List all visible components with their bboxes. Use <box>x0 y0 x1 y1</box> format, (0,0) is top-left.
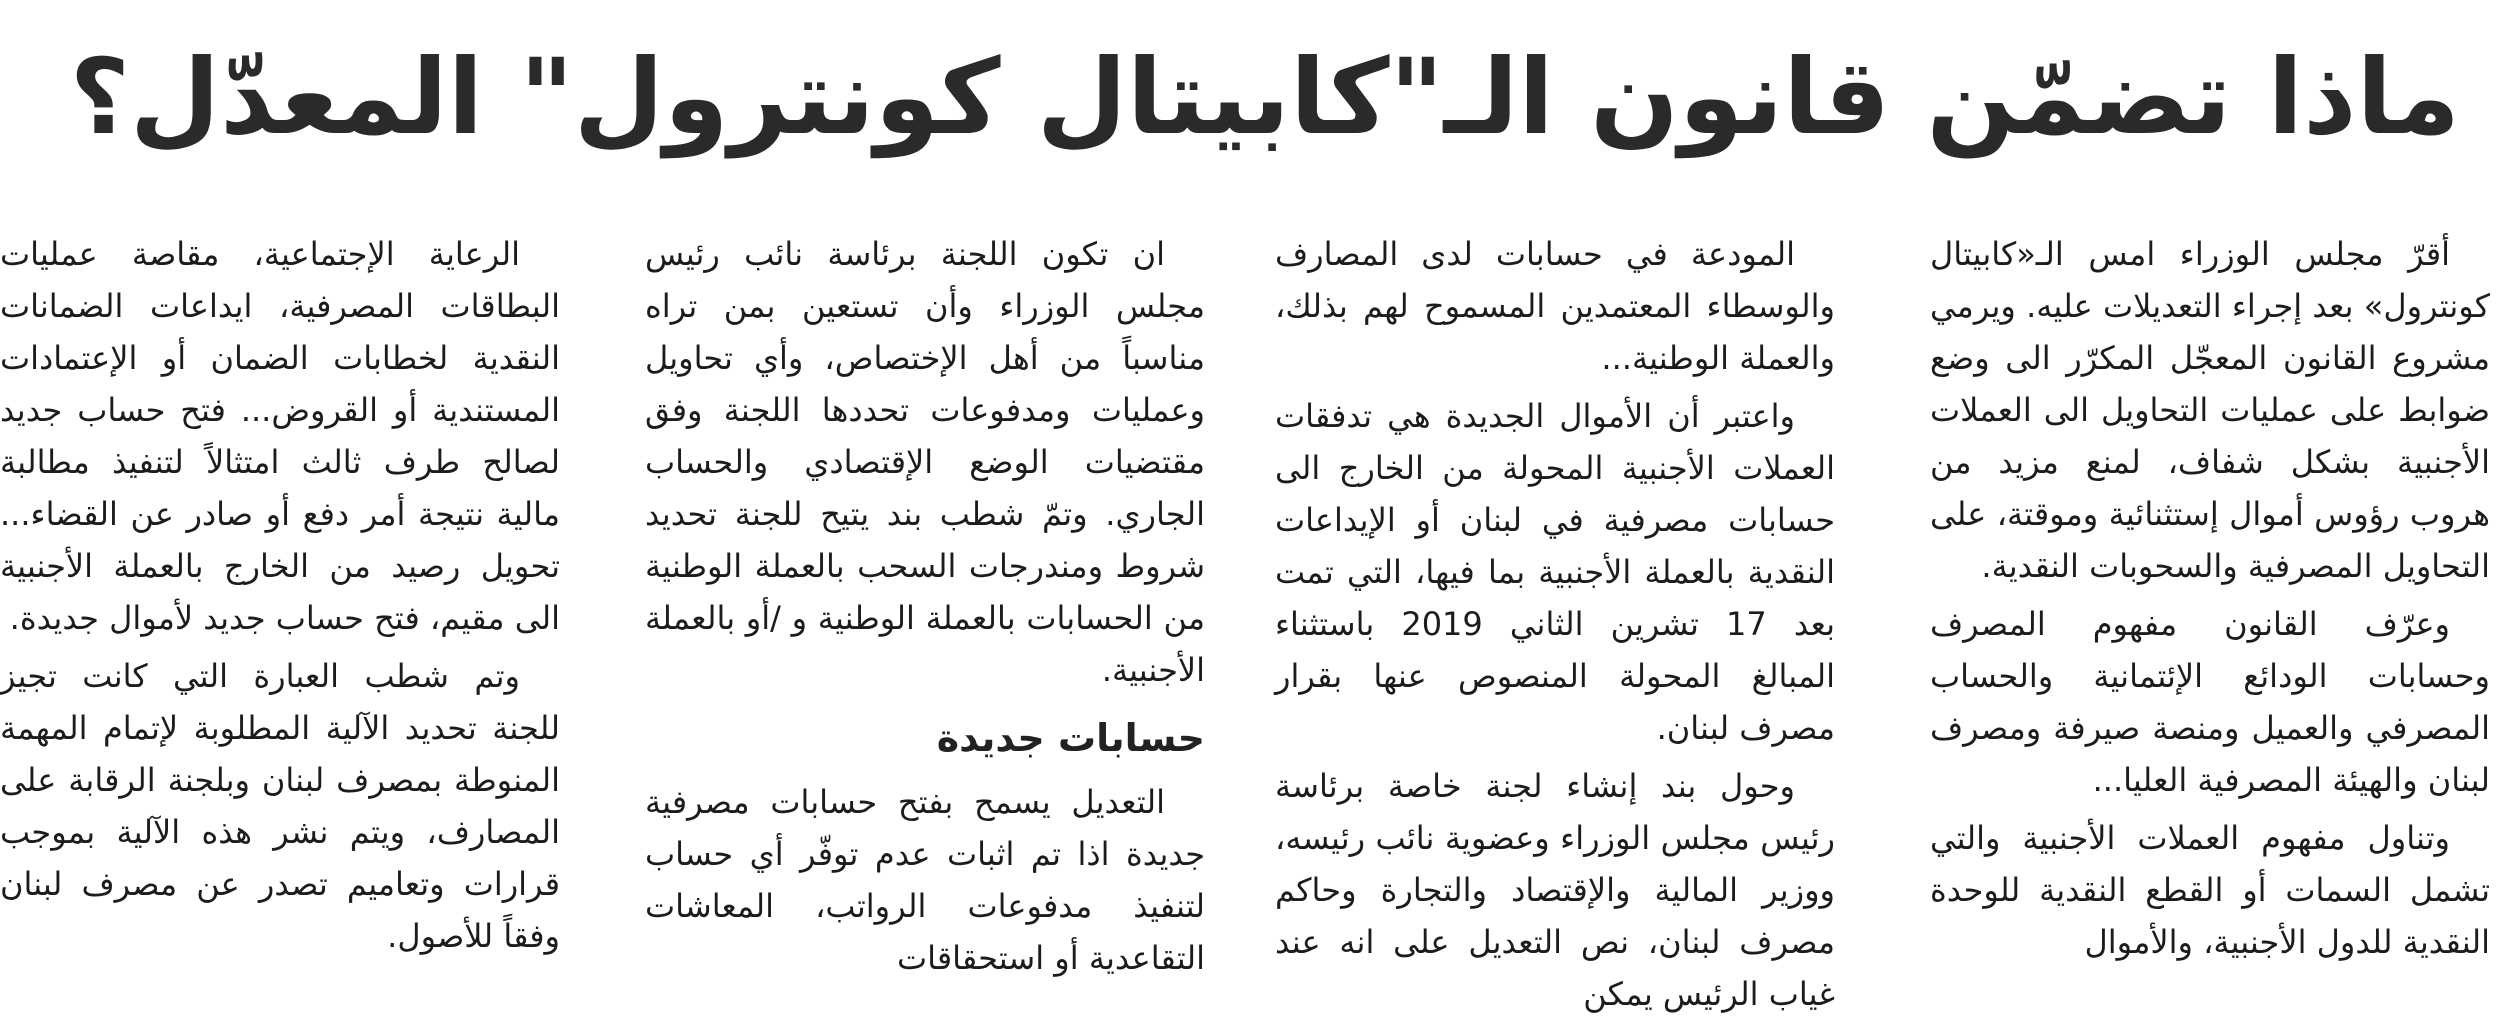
article-paragraph: وحول بند إنشاء لجنة خاصة برئاسة رئيس مجلس الوزراء وعضوية نائب رئيسه، ووزير المالية والإقتصاد والتجارة وحاكم مصرف لبنان، نص التعديل على انه عند غياب الرئيس يمكن <box>1275 767 1835 1013</box>
article-paragraph: واعتبر أن الأموال الجديدة هي تدفقات العملات الأجنبية المحولة من الخارج الى حسابات مصرفية في لبنان أو الإيداعات النقدية بالعملة الأجنبية بما فيها، التي تمت بعد 17 تشرين الثاني 2019 باستثناء المبالغ المحولة المنصوص عنها بقرار مصرف لبنان. <box>1275 397 1835 747</box>
article-paragraph: المودعة في حسابات لدى المصارف والوسطاء المعتمدين المسموح لهم بذلك، والعملة الوطنية... <box>1275 235 1835 377</box>
section-subheading: حسابات جديدة <box>936 716 1205 760</box>
article-paragraph: وتناول مفهوم العملات الأجنبية والتي تشمل السمات أو القطع النقدية للوحدة النقدية للدول الأجنبية، والأموال <box>1930 819 2490 961</box>
article-paragraph: الرعاية الإجتماعية، مقاصة عمليات البطاقات المصرفية، ايداعات الضمانات النقدية لخطابات الضمان أو الإعتمادات المستندية أو القروض... فتح حساب جديد لصالح طرف ثالث امتثالاً لتنفيذ مطالبة مالية نتيجة أمر دفع أو صادر عن القضاء... تحويل رصيد من الخارج بالعملة الأجنبية الى مقيم، فتح حساب جديد لأموال جديدة. <box>0 235 560 637</box>
article-paragraph: التعديل يسمح بفتح حسابات مصرفية جديدة اذا تم اثبات عدم توفّر أي حساب لتنفيذ مدفوعات الرواتب، المعاشات التقاعدية أو استحقاقات <box>645 783 1205 977</box>
article-column-1 <box>1930 228 2490 988</box>
article-paragraph: وعرّف القانون مفهوم المصرف وحسابات الودائع الإئتمانية والحساب المصرفي والعميل ومنصة صيرفة ومصرف لبنان والهيئة المصرفية العليا... <box>1930 605 2490 799</box>
article-headline: ماذا تضمّن قانون الـ"كابيتال كونترول" المعدّل؟ <box>69 36 2460 158</box>
article-body <box>0 228 2520 1013</box>
article-paragraph: وتم شطب العبارة التي كانت تجيز للجنة تحديد الآلية المطلوبة لإتمام المهمة المنوطة بمصرف لبنان وبلجنة الرقابة على المصارف، ويتم نشر هذه الآلية بموجب قرارات وتعاميم تصدر عن مصرف لبنان وفقاً للأصول. <box>0 657 560 955</box>
article-column-2 <box>1275 228 1835 1013</box>
article-paragraph: أقرّ مجلس الوزراء امس الـ«كابيتال كونترول» بعد إجراء التعديلات عليه. ويرمي مشروع القانون المعجّل المكرّر الى وضع ضوابط على عمليات التحاويل الى العملات الأجنبية بشكل شفاف، لمنع مزيد من هروب رؤوس أموال إستثنائية وموقتة، على التحاويل المصرفية والسحوبات النقدية. <box>1930 235 2490 585</box>
article-column-3 <box>645 228 1205 988</box>
article-column-4 <box>0 228 560 988</box>
article-paragraph: ان تكون اللجنة برئاسة نائب رئيس مجلس الوزراء وأن تستعين بمن تراه مناسباً من أهل الإختصاص، وأي تحاويل وعمليات ومدفوعات تحددها اللجنة وفق مقتضيات الوضع الإقتصادي والحساب الجاري. وتمّ شطب بند يتيح للجنة تحديد شروط ومندرجات السحب بالعملة الوطنية من الحسابات بالعملة الوطنية و /أو بالعملة الأجنبية. <box>645 235 1205 689</box>
